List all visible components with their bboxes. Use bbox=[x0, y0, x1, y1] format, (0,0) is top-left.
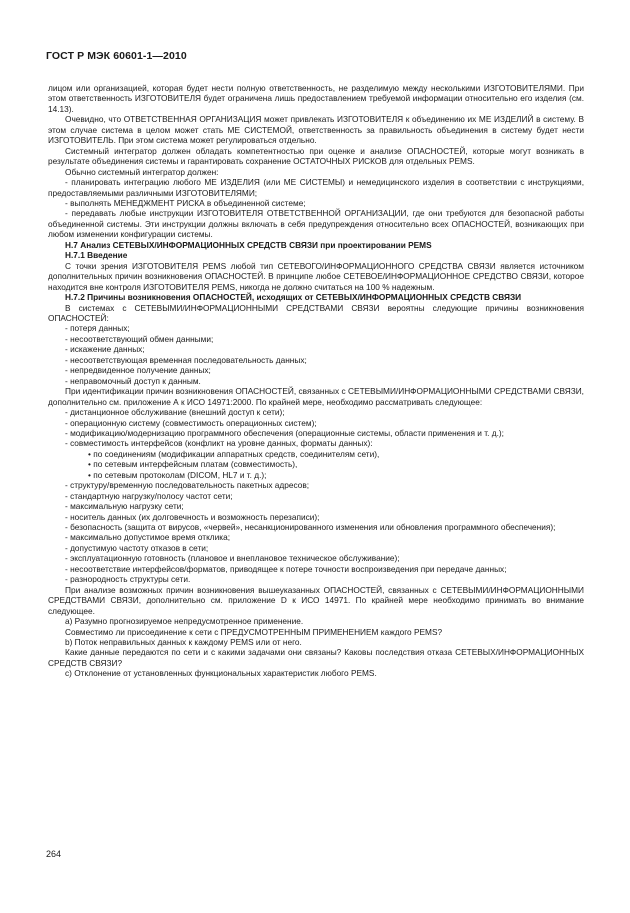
subsection-heading: H.7.1 Введение bbox=[65, 250, 128, 261]
list-item: - совместимость интерфейсов (конфликт на уровне данных, форматы данных): bbox=[65, 438, 373, 449]
list-item: - безопасность (защита от вирусов, «червей», несанкционированного изменения или обновления программного обеспечения); bbox=[65, 522, 556, 533]
paragraph: Системный интегратор должен обладать компетентностью при оценке и анализе ОПАСНОСТЕЙ, которые могут возникать в результате объединения системы и гарантировать сохранение ОСТАТОЧНЫХ РИСКОВ для отдельных PEMS. bbox=[48, 145, 584, 167]
paragraph: В системах с СЕТЕВЫМИ/ИНФОРМАЦИОННЫМИ СРЕДСТВАМИ СВЯЗИ вероятны следующие причины возникновения ОПАСНОСТЕЙ: bbox=[48, 302, 584, 323]
list-item: При анализе возможных причин возникновения вышеуказанных ОПАСНОСТЕЙ, связанных с СЕТЕВЫМИ/ИНФОРМАЦИОННЫМИ СРЕДСТВАМИ СВЯЗИ, дополнительно см. приложение D к ИСО 14971. По крайней мере необходимо принимать во внимание следующее. bbox=[48, 584, 584, 616]
bullet-item: • по соединениям (модификации аппаратных средств, соединителям сети), bbox=[88, 448, 380, 459]
list-item: - неправомочный доступ к данным. bbox=[65, 375, 201, 386]
list-item: - несоответствие интерфейсов/форматов, приводящее к потере точности воспроизведения при передаче данных; bbox=[65, 563, 507, 574]
paragraph: лицом или организацией, которая будет нести полную ответственность, не разделимую между несколькими ИЗГОТОВИТЕЛЯМИ. При этом ответственность ИЗГОТОВИТЕЛЯ будет ограничена лишь предоставлением требуемой информации относительно его изделия (см. 14.13). bbox=[48, 83, 584, 114]
list-item: - несоответствующая временная последовательность данных; bbox=[65, 354, 307, 365]
list-item: - максимальную нагрузку сети; bbox=[65, 501, 184, 512]
list-item: - допустимую частоту отказов в сети; bbox=[65, 542, 209, 553]
list-item: - непредвиденное получение данных; bbox=[65, 365, 211, 376]
paragraph: c) Отклонение от установленных функциональных характеристик любого PEMS. bbox=[65, 668, 377, 679]
lettered-item: Совместимо ли присоединение к сети с ПРЕДУСМОТРЕННЫМ ПРИМЕНЕНИЕМ каждого PEMS? bbox=[65, 626, 443, 637]
paragraph: С точки зрения ИЗГОТОВИТЕЛЯ PEMS любой тип СЕТЕВОГО/ИНФОРМАЦИОННОГО СРЕДСТВА СВЯЗИ является источником дополнительных причин возникновения ОПАСНОСТЕЙ. В принципе любое СЕТЕВОЕ/ИНФОРМАЦИОННОЕ СРЕДСТВО СВЯЗИ, которое находится вне контроля ИЗГОТОВИТЕЛЯ PEMS, никогда не должно считаться на 100 % надежным. bbox=[48, 260, 584, 292]
lettered-item: Какие данные передаются по сети и с какими задачами они связаны? Каковы последствия отказа СЕТЕВЫХ/ИНФОРМАЦИОННЫХ СРЕДСТВ СВЯЗИ? bbox=[48, 647, 584, 668]
bullet-item: • по сетевым протоколам (DICOM, HL7 и т. д.); bbox=[88, 469, 267, 480]
list-item: - планировать интеграцию любого ME ИЗДЕЛИЯ (или ME СИСТЕМЫ) и немедицинского изделия в соответствии с инструкциями, предоставляемыми различными ИЗГОТОВИТЕЛЯМИ; bbox=[48, 177, 584, 198]
page-body bbox=[48, 83, 584, 679]
list-item: - разнородность структуры сети. bbox=[65, 574, 191, 585]
list-item: - стандартную нагрузку/полосу частот сети; bbox=[65, 490, 233, 501]
paragraph: При идентификации причин возникновения ОПАСНОСТЕЙ, связанных с СЕТЕВЫМИ/ИНФОРМАЦИОННЫМИ СРЕДСТВАМИ СВЯЗИ, дополнительно см. приложение А к ИСО 14971:2000. По крайней мере, необходимо рассматривать следующее: bbox=[48, 386, 584, 407]
list-item: - носитель данных (их долговечность и возможность перезаписи); bbox=[65, 511, 320, 522]
page-number: 264 bbox=[46, 849, 62, 859]
section-heading: H.7 Анализ СЕТЕВЫХ/ИНФОРМАЦИОННЫХ СРЕДСТВ СВЯЗИ при проектировании PEMS bbox=[65, 239, 432, 250]
list-item: - передавать любые инструкции ИЗГОТОВИТЕЛЯ ОТВЕТСТВЕННОЙ ОРГАНИЗАЦИИ, где они требуются для безопасной работы объединенной системы. Эти инструкции должны включать в себя предупреждения относительно всех ОПАСНОСТЕЙ, возникающих при любом изменении конфигурации системы. bbox=[48, 208, 584, 240]
paragraph: a) Разумно прогнозируемое непредусмотренное применение. bbox=[65, 616, 304, 627]
paragraph: Очевидно, что ОТВЕТСТВЕННАЯ ОРГАНИЗАЦИЯ может привлекать ИЗГОТОВИТЕЛЯ к объединению их ME ИЗДЕЛИЙ в систему. В этом случае система в целом может стать ME СИСТЕМОЙ, ответственность за правильность объединения в систему будет нести ИЗГОТОВИТЕЛЬ. При этом система может регулироваться отдельно. bbox=[48, 114, 584, 146]
bullet-item: • по сетевым интерфейсным платам (совместимость), bbox=[88, 459, 298, 470]
list-item: - структуру/временную последовательность пакетных адресов; bbox=[65, 480, 310, 491]
list-item: - операционную систему (совместимость операционных систем); bbox=[65, 417, 317, 428]
list-item: - модификацию/модернизацию программного обеспечения (операционные системы, области применения и т. д.); bbox=[65, 427, 504, 438]
list-item: - максимально допустимое время отклика; bbox=[65, 532, 231, 543]
standard-header: ГОСТ Р МЭК 60601-1—2010 bbox=[46, 50, 187, 62]
paragraph: b) Поток неправильных данных к каждому PEMS или от него. bbox=[65, 637, 302, 648]
list-item: - эксплуатационную готовность (плановое и внеплановое техническое обслуживание); bbox=[65, 553, 400, 564]
list-item: - несоответствующий обмен данными; bbox=[65, 333, 214, 344]
paragraph: Обычно системный интегратор должен: bbox=[65, 166, 219, 177]
subsection-heading: H.7.2 Причины возникновения ОПАСНОСТЕЙ, исходящих от СЕТЕВЫХ/ИНФОРМАЦИОННЫХ СРЕДСТВ СВЯЗИ bbox=[65, 292, 522, 303]
list-item: - искажение данных; bbox=[65, 344, 145, 355]
list-item: - выполнять МЕНЕДЖМЕНТ РИСКА в объединенной системе; bbox=[65, 197, 306, 208]
list-item: - потеря данных; bbox=[65, 323, 130, 334]
list-item: - дистанционное обслуживание (внешний доступ к сети); bbox=[65, 407, 285, 418]
